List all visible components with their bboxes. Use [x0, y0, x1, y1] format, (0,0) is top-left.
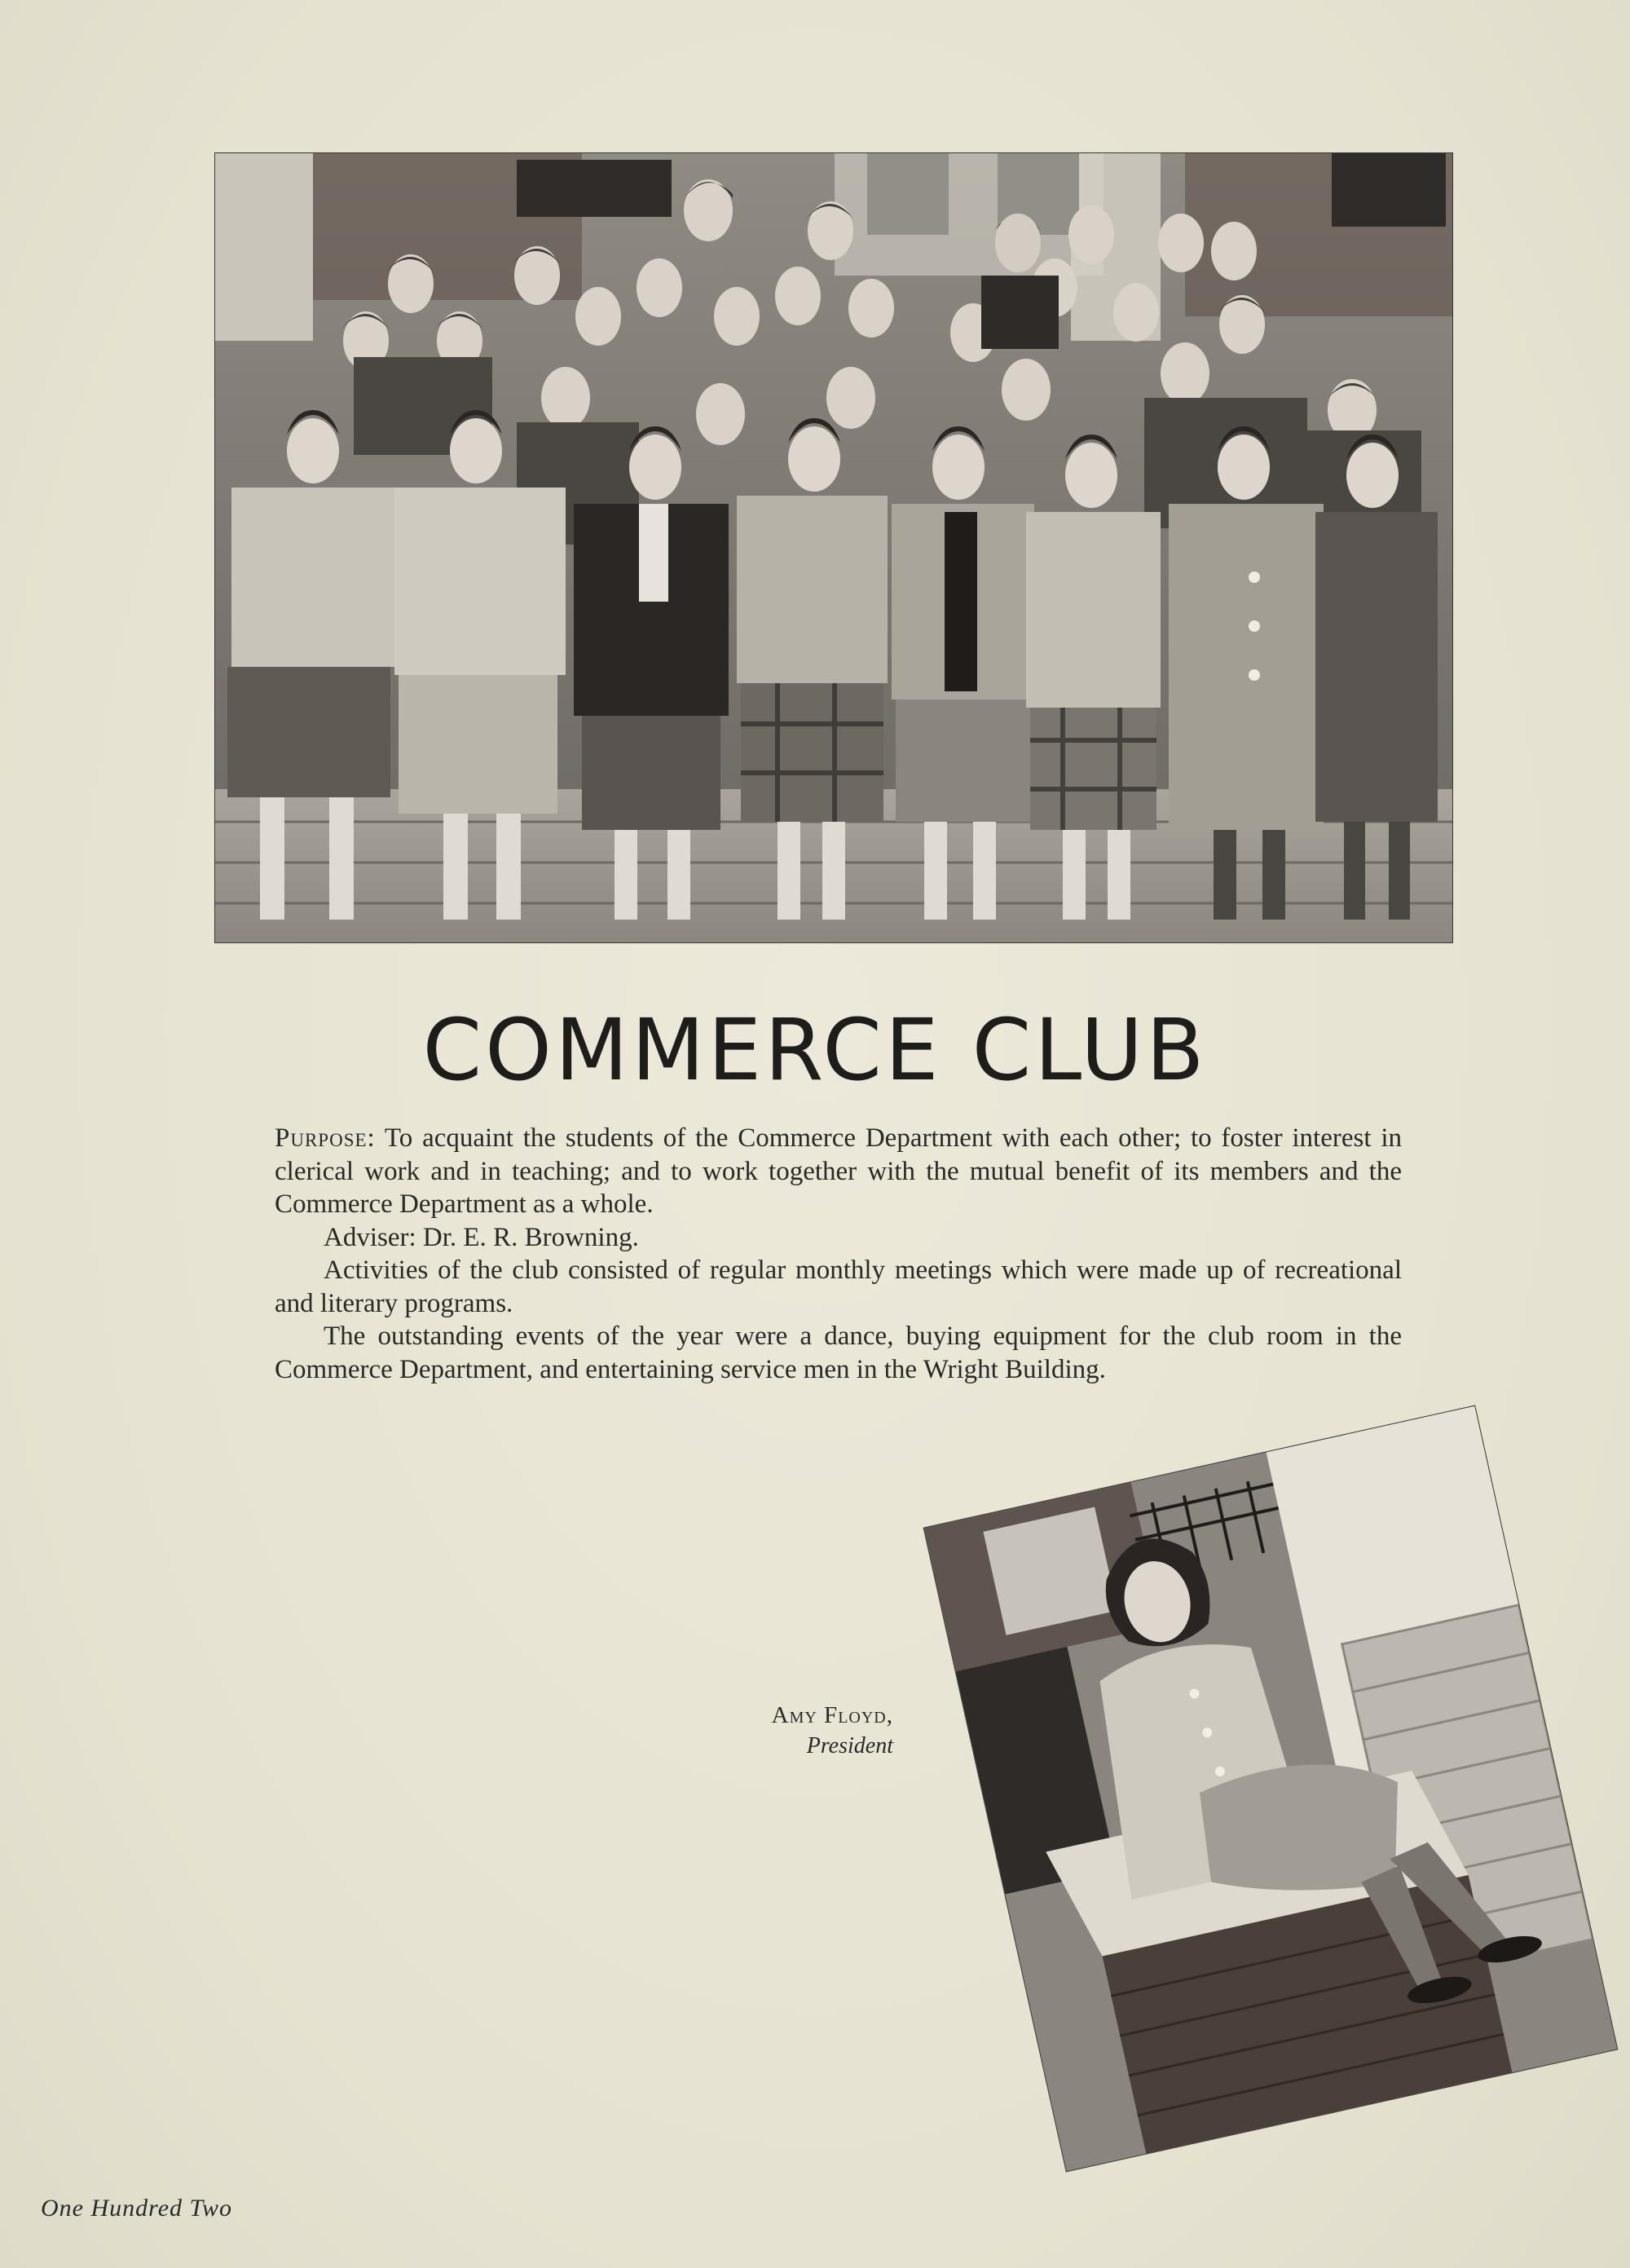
article-body: [275, 1122, 1402, 1386]
purpose-text: To acquaint the students of the Commerce Department with each other; to foster interest in clerical work and in teaching; and to work together with the mutual benefit of its members and the Commerce Department as a whole.: [275, 1123, 1402, 1219]
group-photo: [215, 153, 1452, 942]
president-role: President: [806, 1733, 893, 1758]
events-paragraph: The outstanding events of the year were a dance, buying equipment for the club room in the Commerce Department, and entertaining service men in the Wright Building.: [275, 1322, 1402, 1384]
page-number-footer: One Hundred Two: [41, 2195, 232, 2222]
adviser-line: Adviser: Dr. E. R. Browning.: [324, 1222, 639, 1252]
purpose-paragraph: [275, 1122, 1402, 1221]
activities-paragraph: Activities of the club consisted of regular monthly meetings which were made up of recreational and literary programs.: [275, 1255, 1402, 1318]
purpose-label: Purpose:: [275, 1123, 376, 1153]
page-title: COMMERCE CLUB: [422, 1000, 1208, 1100]
president-name: Amy Floyd,: [771, 1702, 893, 1728]
